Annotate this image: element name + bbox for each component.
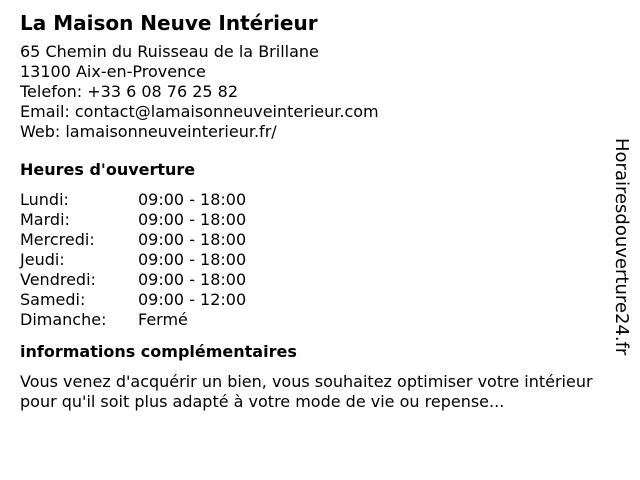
hours-day: Mercredi: — [20, 230, 95, 249]
hours-time: 09:00 - 18:00 — [138, 210, 247, 229]
hours-table — [20, 190, 610, 330]
hours-row-tuesday — [20, 210, 610, 230]
hours-row-monday — [20, 190, 610, 210]
phone-line[interactable]: Telefon: +33 6 08 76 25 82 — [20, 82, 239, 101]
address-line2: 13100 Aix-en-Provence — [20, 62, 206, 81]
hours-row-friday — [20, 270, 610, 290]
hours-day: Vendredi: — [20, 270, 96, 289]
hours-time: 09:00 - 18:00 — [138, 250, 247, 269]
address-line1: 65 Chemin du Ruisseau de la Brillane — [20, 42, 319, 61]
hours-day: Jeudi: — [20, 250, 65, 269]
info-heading: informations complémentaires — [20, 342, 297, 361]
hours-time: 09:00 - 18:00 — [138, 190, 247, 209]
hours-day: Mardi: — [20, 210, 70, 229]
web-line[interactable]: Web: lamaisonneuveinterieur.fr/ — [20, 122, 277, 141]
business-name: La Maison Neuve Intérieur — [20, 11, 318, 35]
hours-row-saturday — [20, 290, 610, 310]
hours-row-wednesday — [20, 230, 610, 250]
hours-time: Fermé — [138, 310, 188, 329]
hours-time: 09:00 - 12:00 — [138, 290, 247, 309]
hours-time: 09:00 - 18:00 — [138, 230, 247, 249]
contact-block — [20, 42, 610, 142]
hours-day: Lundi: — [20, 190, 69, 209]
business-card — [20, 10, 610, 412]
hours-day: Samedi: — [20, 290, 86, 309]
hours-time: 09:00 - 18:00 — [138, 270, 247, 289]
hours-day: Dimanche: — [20, 310, 107, 329]
hours-row-sunday — [20, 310, 610, 330]
hours-heading: Heures d'ouverture — [20, 160, 196, 179]
email-line[interactable]: Email: contact@lamaisonneuveinterieur.com — [20, 102, 379, 121]
hours-row-thursday — [20, 250, 610, 270]
site-watermark: Horairesdouverture24.fr — [611, 138, 632, 356]
info-text: Vous venez d'acquérir un bien, vous souhaitez optimiser votre intérieur pour qu'il soit plus adapté à votre mode de vie ou repense... — [20, 372, 593, 411]
